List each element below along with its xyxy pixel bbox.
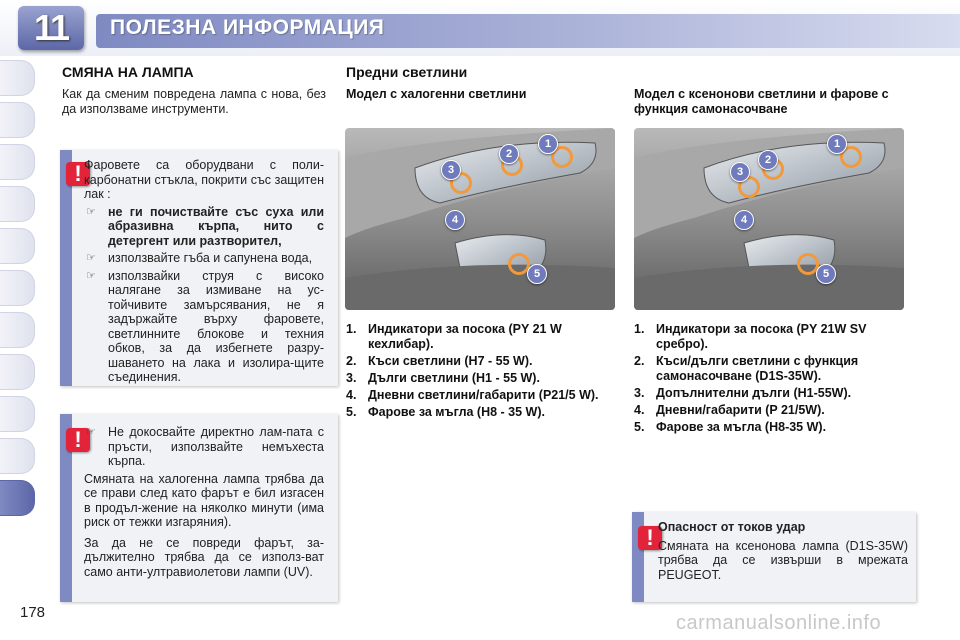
danger-paragraph: Смяната на ксенонова лампа (D1S-35W) трябва да се извърши в мрежата PEUGEOT. <box>658 538 908 582</box>
watermark: carmanualsonline.info <box>676 612 882 634</box>
chapter-tab[interactable] <box>0 60 35 96</box>
warning-item: ☞ не ги почиствайте със суха или абразивна кърпа, нито с детергент или разтворител, <box>86 204 324 248</box>
chapter-tab-active[interactable] <box>0 480 35 516</box>
subtitle-halogen: Модел с халогенни светлини <box>346 87 527 101</box>
warning-lead: Фаровете са оборудвани с поли-карбонатни стъкла, покрити със защитен лак : <box>84 158 324 201</box>
list-item: 4. Дневни светлини/габарити (P21/5 W). <box>346 388 599 402</box>
chapter-tab[interactable] <box>0 144 35 180</box>
pointer-icon: ☞ <box>86 426 96 438</box>
callout-4: 4 <box>734 210 754 230</box>
danger-box-electric-shock <box>632 512 916 602</box>
car-front-illustration <box>345 128 615 310</box>
page-number: 178 <box>20 604 46 621</box>
section-title-bulb-replacement: СМЯНА НА ЛАМПА <box>62 64 194 80</box>
list-item: 1. Индикатори за посока (PY 21 W кехлибар). <box>346 322 562 351</box>
chapter-badge <box>18 6 84 50</box>
chapter-number: 11 <box>33 7 69 48</box>
chapter-tab[interactable] <box>0 270 35 306</box>
halogen-headlight-figure <box>345 128 615 310</box>
callout-3: 3 <box>441 160 461 180</box>
list-item: 2. Къси/дълги светлини с функция самонасочване (D1S-35W). <box>634 354 859 383</box>
warning-paragraph: За да не се повреди фарът, за-дължително трябва да се използ-ват само анти-ултравиолетови лампи (UV). <box>84 535 324 579</box>
warning-icon: ! <box>66 162 90 186</box>
warning-text <box>84 158 324 388</box>
callout-2: 2 <box>499 144 519 164</box>
list-item: 3. Допълнителни дълги (H1-55W). <box>634 386 852 400</box>
chapter-tab[interactable] <box>0 102 35 138</box>
callout-1: 1 <box>538 134 558 154</box>
intro-paragraph: Как да сменим повредена лампа с нова, без да използваме инструменти. <box>62 87 326 116</box>
list-item: 5. Фарове за мъгла (H8-35 W). <box>634 420 827 434</box>
callout-1: 1 <box>827 134 847 154</box>
callout-5: 5 <box>816 264 836 284</box>
warning-item: ☞ Не докосвайте директно лам-пата с пръсти, използвайте немъхеста кърпа. <box>86 425 324 468</box>
list-item: 4. Дневни/габарити (P 21/5W). <box>634 403 825 417</box>
page-title: ПОЛЕЗНА ИНФОРМАЦИЯ <box>110 16 385 39</box>
list-item: 5. Фарове за мъгла (H8 - 35 W). <box>346 405 545 419</box>
warning-text <box>84 422 324 579</box>
warning-icon: ! <box>66 428 90 452</box>
callout-2: 2 <box>758 150 778 170</box>
list-item: 1. Индикатори за посока (PY 21W SV сребро). <box>634 322 867 351</box>
page-header <box>0 0 960 56</box>
pointer-icon: ☞ <box>86 205 96 218</box>
chapter-tab[interactable] <box>0 312 35 348</box>
subtitle-xenon: Модел с ксенонови светлини и фарове с функция самонасочване <box>634 87 889 116</box>
chapter-tab[interactable] <box>0 186 35 222</box>
chapter-tab[interactable] <box>0 396 35 432</box>
list-item: 2. Къси светлини (H7 - 55 W). <box>346 354 533 368</box>
pointer-icon: ☞ <box>86 252 96 264</box>
warning-box-lens-care <box>60 150 338 386</box>
warning-box-bulb-handling <box>60 414 338 602</box>
warning-paragraph: Смяната на халогенна лампа трябва да се прави след като фарът е бил изгасен в продъл-жение на няколко минути (има риск от тежки изгаряния). <box>84 471 324 529</box>
chapter-tab[interactable] <box>0 438 35 474</box>
section-title-front-lights: Предни светлини <box>346 64 468 80</box>
danger-text <box>658 520 908 582</box>
callout-3: 3 <box>730 162 750 182</box>
callout-4: 4 <box>445 210 465 230</box>
callout-5: 5 <box>527 264 547 284</box>
warning-item: ☞ използвайки струя с високо налягане за измиване на ус-тойчивите замърсявания, не я задържайте върху фаровете, светлинните блокове и техния обков, за да избегнете разру-шаването на лака и изолира-щите съединения. <box>86 268 324 384</box>
warning-item: ☞ използвайте гъба и сапунена вода, <box>86 251 313 265</box>
chapter-tab[interactable] <box>0 228 35 264</box>
list-item: 3. Дълги светлини (H1 - 55 W). <box>346 371 540 385</box>
danger-title: Опасност от токов удар <box>658 520 806 534</box>
chapter-tab[interactable] <box>0 354 35 390</box>
halogen-bulb-list <box>346 322 608 422</box>
warning-icon: ! <box>638 526 662 550</box>
xenon-headlight-figure <box>634 128 904 310</box>
xenon-bulb-list <box>634 322 914 437</box>
pointer-icon: ☞ <box>86 269 96 282</box>
chapter-tabs <box>0 60 40 620</box>
